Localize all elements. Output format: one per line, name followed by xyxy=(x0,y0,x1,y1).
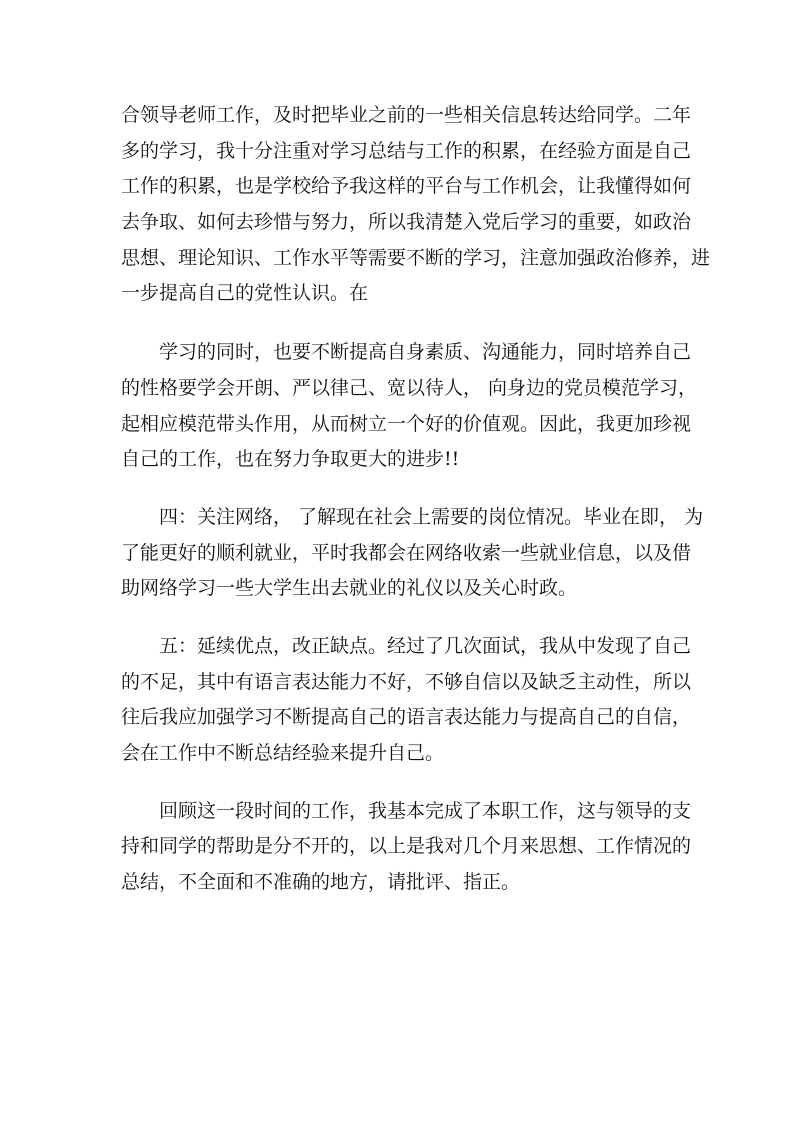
text-line: 回顾这一段时间的工作，我基本完成了本职工作，这与领导的支 xyxy=(159,799,692,822)
text-line: 了能更好的顺利就业，平时我都会在网络收索一些就业信息，以及借 xyxy=(121,541,692,564)
text-line: 工作的积累，也是学校给予我这样的平台与工作机会，让我懂得如何 xyxy=(121,175,692,198)
text-line: 思想、理论知识、工作水平等需要不断的学习，注意加强政治修养，进 xyxy=(121,246,711,269)
text-line: 总结，不全面和不准确的地方，请批评、指正。 xyxy=(121,871,521,894)
paragraph-4 xyxy=(121,629,692,772)
text-line: 多的学习，我十分注重对学习总结与工作的积累，在经验方面是自己 xyxy=(121,139,692,162)
text-line: 去争取、如何去珍惜与努力，所以我清楚入党后学习的重要，如政治 xyxy=(121,211,692,234)
text-line: 合领导老师工作，及时把毕业之前的一些相关信息转达给同学。二年 xyxy=(121,104,692,126)
text-line: 学习的同时，也要不断提高自身素质、沟通能力，同时培养自己 xyxy=(159,341,692,364)
text-line: 往后我应加强学习不断提高自己的语言表达能力与提高自己的自信， xyxy=(121,706,692,729)
text-line: 起相应模范带头作用，从而树立一个好的价值观。因此，我更加珍视 xyxy=(121,412,692,435)
text-line: 的不足，其中有语言表达能力不好，不够自信以及缺乏主动性，所以 xyxy=(121,670,692,693)
text-line: 会在工作中不断总结经验来提升自己。 xyxy=(121,742,445,764)
paragraph-2 xyxy=(121,335,698,478)
text-line: 五：延续优点，改正缺点。经过了几次面试，我从中发现了自己 xyxy=(159,634,692,657)
text-line: 持和同学的帮助是分不开的，以上是我对几个月来思想、工作情况的 xyxy=(121,835,692,858)
document-body xyxy=(121,98,711,901)
paragraph-1 xyxy=(121,98,711,312)
text-line: 自己的工作，也在努力争取更大的进步!! xyxy=(121,448,460,471)
paragraph-3 xyxy=(121,500,704,607)
text-line: 一步提高自己的党性认识。在 xyxy=(121,282,369,305)
text-line: 的性格要学会开朗、严以律己、宽以待人， 向身边的党员模范学习， xyxy=(121,376,698,399)
text-line: 四：关注网络， 了解现在社会上需要的岗位情况。毕业在即， 为 xyxy=(159,505,704,528)
paragraph-5 xyxy=(121,794,692,901)
text-line: 助网络学习一些大学生出去就业的礼仪以及关心时政。 xyxy=(121,577,578,600)
